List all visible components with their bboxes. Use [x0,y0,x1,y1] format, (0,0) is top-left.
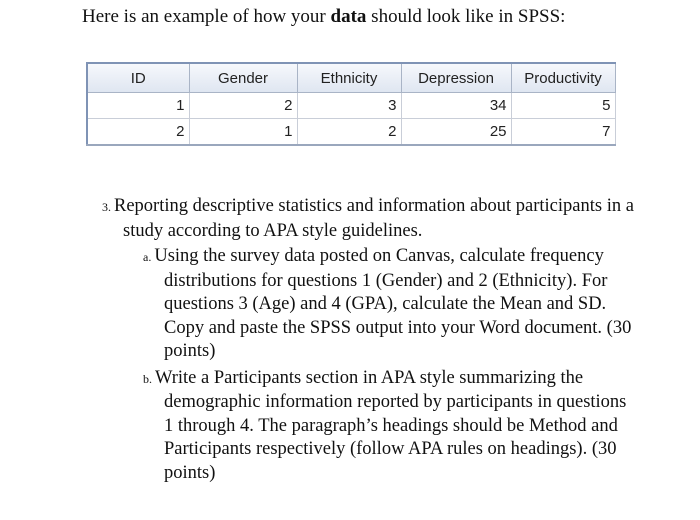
cell-ethnicity[interactable]: 2 [297,119,401,146]
cell-gender[interactable]: 2 [189,93,297,119]
question-3b-marker: b. [143,371,152,386]
spss-header-row [87,63,615,93]
question-3b-text: Write a Participants section in APA style summarizing the demographic information reported by participants in questions 1 through 4. The paragraph’s headings should be Method and Participants respectively (follow APA rules on headings). (30 points) [155,367,627,483]
table-row [87,119,615,146]
intro-text-end: should look like in SPSS: [366,6,566,27]
question-3a [143,245,634,364]
question-3-text: Reporting descriptive statistics and information about participants in a study according to APA style guidelines. [114,196,634,241]
question-3a-marker: a. [143,250,152,264]
spss-data-grid [86,62,616,150]
cell-ethnicity[interactable]: 3 [297,93,401,119]
intro-text [82,6,565,28]
intro-bold-word: data [330,6,367,27]
cell-productivity[interactable]: 5 [511,93,615,119]
question-3-number: 3. [102,200,111,214]
column-header-ethnicity[interactable]: Ethnicity [297,63,401,93]
question-3 [102,195,662,485]
question-3a-text: Using the survey data posted on Canvas, calculate frequency distributions for questions 1 (Gender) and 2 (Ethnicity). For questions 3 (Age) and 4 (GPA), calculate the Mean and SD. Copy and paste the SPSS output into your Word document. (30 points) [154,246,632,361]
column-header-gender[interactable]: Gender [189,63,297,93]
cell-depression[interactable]: 25 [401,119,511,146]
question-3b [143,367,634,486]
column-header-depression[interactable]: Depression [401,63,511,93]
column-header-productivity[interactable]: Productivity [511,63,615,93]
spss-table [86,62,616,146]
column-header-id[interactable]: ID [87,63,189,93]
cell-id[interactable]: 1 [87,93,189,119]
table-row [87,93,615,119]
cell-depression[interactable]: 34 [401,93,511,119]
question-3-heading [102,195,662,243]
cell-gender[interactable]: 1 [189,119,297,146]
intro-text-start: Here is an example of how your [82,6,331,27]
cell-productivity[interactable]: 7 [511,119,615,146]
cell-id[interactable]: 2 [87,119,189,146]
